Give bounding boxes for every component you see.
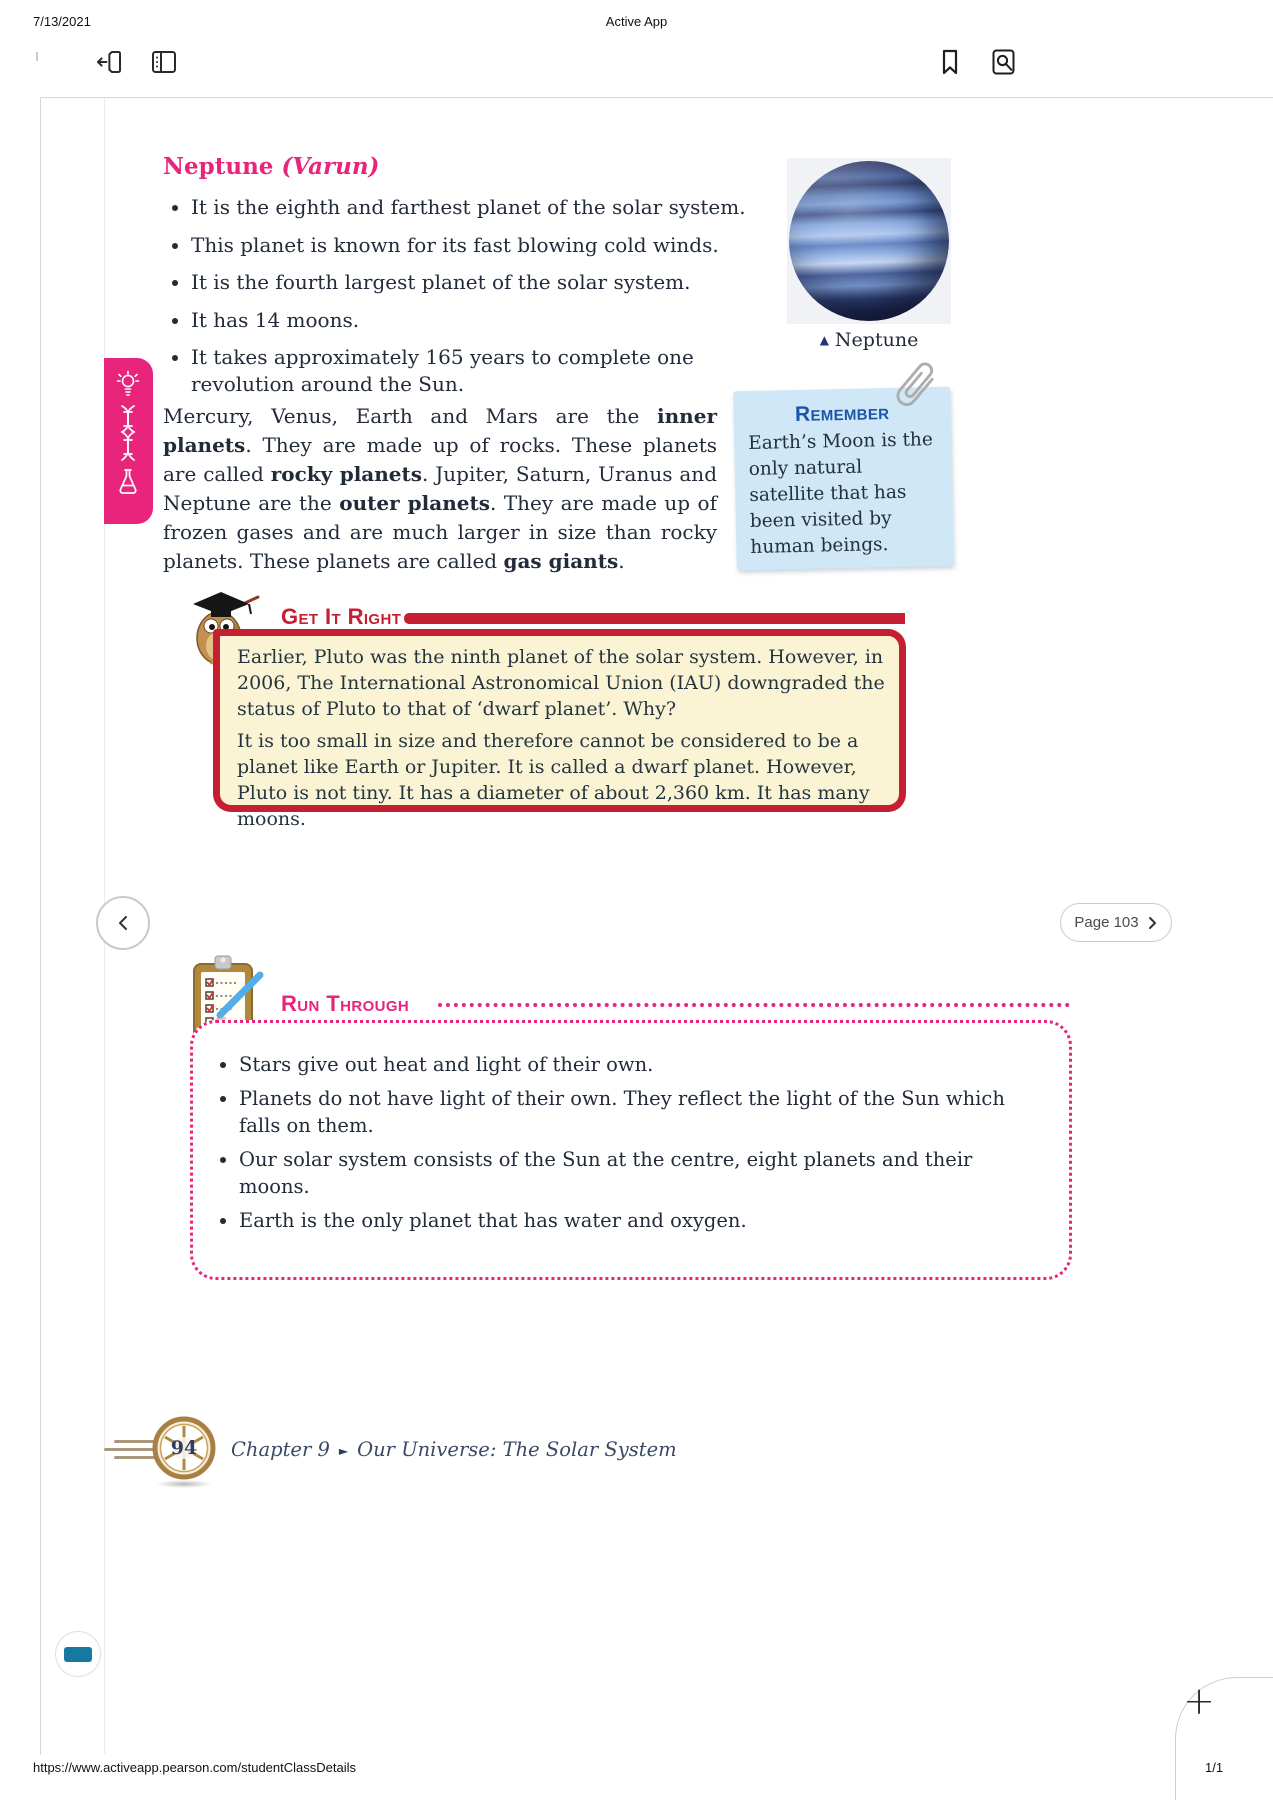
figure-caption	[787, 329, 951, 351]
remember-body: Earth’s Moon is the only natural satellite that has been visited by human beings.	[748, 429, 934, 558]
teal-slab-icon	[64, 1647, 92, 1662]
paragraph-bold: inner planets	[163, 404, 717, 457]
medallion-shadow	[156, 1480, 212, 1488]
planets-paragraph	[163, 402, 717, 576]
print-page-count: 1/1	[1205, 1760, 1224, 1775]
get-it-right-answer: It is too small in size and therefore cannot be considered to be a planet like Earth or Jupiter. It is called a dwarf planet. However, Pluto is not tiny. It has a diameter of about 2,360 km. It has many moons.	[237, 730, 870, 830]
get-it-right-title: Get It Right	[281, 604, 402, 629]
paragraph-text: Mercury, Venus, Earth and Mars are the	[163, 404, 658, 428]
paragraph-text: . They are made up of rocks. These planets are called	[163, 433, 717, 486]
list-item: • It has 14 moons.	[191, 307, 755, 334]
paragraph-bold: rocky planets	[270, 462, 423, 486]
remember-title: Remember	[794, 401, 890, 426]
list-item: • Stars give out heat and light of their own.	[239, 1051, 1011, 1078]
list-item: • This planet is known for its fast blowing cold winds.	[191, 232, 755, 259]
list-item: • It is the fourth largest planet of the solar system.	[191, 269, 755, 296]
neptune-figure	[787, 158, 951, 324]
page-search-icon	[988, 46, 1020, 78]
list-item: • Earth is the only planet that has water and oxygen.	[239, 1207, 1011, 1234]
paragraph-text: . They are made up of frozen gases and are much larger in size than rocky planets. These planets are called	[163, 491, 717, 573]
speed-line	[104, 1448, 158, 1451]
caption-triangle-icon: ▲	[819, 333, 829, 347]
exit-icon	[93, 46, 125, 78]
paragraph-text: .	[618, 549, 625, 573]
remember-note	[733, 387, 954, 571]
list-item: • Planets do not have light of their own. They reflect the light of the Sun which falls on them.	[239, 1085, 1011, 1139]
minimize-reader-button[interactable]	[55, 1631, 101, 1677]
paragraph-bold: outer planets	[339, 491, 490, 515]
exit-button[interactable]	[93, 46, 125, 78]
caption-text: Neptune	[834, 329, 919, 351]
run-through-list	[213, 1051, 1039, 1234]
bookmark-button[interactable]	[934, 46, 966, 78]
dna-icon	[115, 404, 141, 462]
bookmark-icon	[934, 46, 966, 78]
book-page-number: 94	[170, 1437, 198, 1459]
page-number-button[interactable]	[1060, 903, 1172, 942]
frame-tick	[36, 52, 38, 61]
page-number-label: Page 103	[1074, 914, 1139, 931]
split-view-icon	[148, 46, 180, 78]
list-item: • It takes approximately 165 years to complete one revolution around the Sun.	[191, 344, 696, 397]
lesson-heading	[163, 153, 379, 180]
run-through-title: Run Through	[281, 991, 410, 1016]
split-view-button[interactable]	[148, 46, 180, 78]
tools-side-tab[interactable]	[104, 358, 153, 524]
neptune-planet-image	[789, 161, 949, 321]
print-page-title: Active App	[605, 14, 668, 29]
get-it-right-box	[213, 629, 906, 830]
lesson-heading-name: Neptune	[163, 153, 274, 180]
top-divider	[40, 97, 1273, 98]
lesson-heading-alt: (Varun)	[281, 153, 380, 180]
run-through-rule	[438, 1003, 1070, 1007]
zoom-in-button[interactable]: +	[1183, 1679, 1215, 1723]
list-item: • Our solar system consists of the Sun at the centre, eight planets and their moons.	[239, 1146, 1011, 1200]
page-search-button[interactable]	[988, 46, 1020, 78]
chapter-arrow-icon: ►	[338, 1443, 349, 1458]
list-item: • It is the eighth and farthest planet of the solar system.	[191, 194, 755, 221]
chapter-title: Our Universe: The Solar System	[357, 1438, 677, 1461]
chapter-breadcrumb	[231, 1438, 677, 1461]
paragraph-text: . Jupiter, Saturn, Uranus and Neptune are the	[163, 462, 717, 515]
chevron-left-icon	[116, 913, 130, 933]
print-date: 7/13/2021	[33, 14, 91, 29]
bulb-icon	[115, 370, 141, 400]
get-it-right-question: Earlier, Pluto was the ninth planet of the solar system. However, in 2006, The International Astronomical Union (IAU) downgraded the status of Pluto to that of ‘dwarf planet’. Why?	[237, 646, 885, 720]
neptune-facts-list	[163, 194, 755, 408]
get-it-right-rule	[404, 613, 905, 624]
flask-icon	[115, 468, 141, 496]
left-frame-line	[40, 97, 41, 1755]
run-through-box	[190, 1020, 1072, 1280]
chapter-label: Chapter 9	[231, 1438, 330, 1461]
print-source-url: https://www.activeapp.pearson.com/studentClassDetails	[33, 1760, 356, 1775]
chevron-right-icon	[1146, 915, 1158, 931]
previous-page-button[interactable]	[96, 896, 150, 950]
paragraph-bold: gas giants	[503, 549, 619, 573]
